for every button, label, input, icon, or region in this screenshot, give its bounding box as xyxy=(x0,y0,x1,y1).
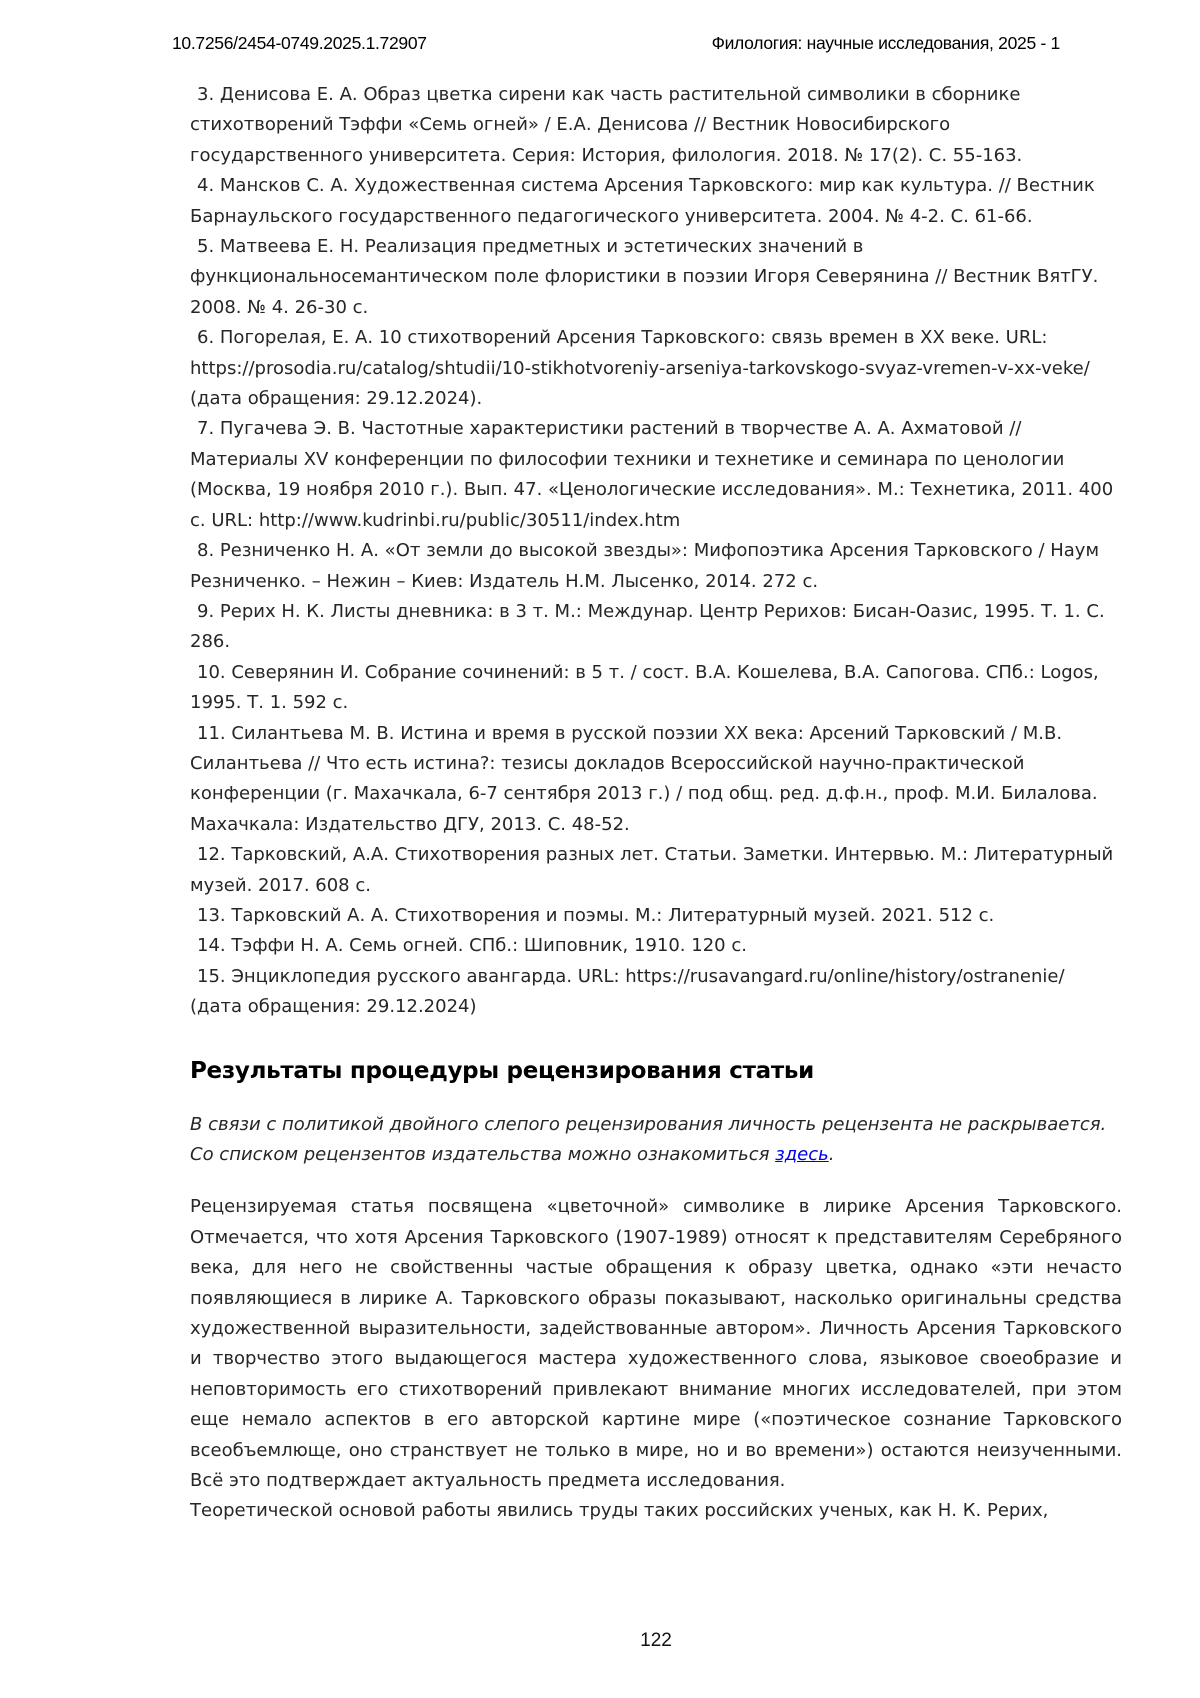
review-notice-reviewers-period: . xyxy=(828,1144,835,1165)
reviewers-list-link[interactable]: здесь xyxy=(775,1144,829,1165)
reference-item: 4. Мансков С. А. Художественная система Арсения Тарковского: мир как культура. // Вестник Барнаульского государственного педагогического университета. 2004. № 4-2. С. 61-66. xyxy=(190,175,1095,227)
reference-item: 8. Резниченко Н. А. «От земли до высокой звезды»: Мифопоэтика Арсения Тарковского / Наум Резниченко. – Нежин – Киев: Издатель Н.М. Лысенко, 2014. 272 с. xyxy=(190,540,1100,592)
reference-item: 14. Тэффи Н. А. Семь огней. СПб.: Шиповник, 1910. 120 с. xyxy=(197,935,747,957)
review-notice xyxy=(190,1110,1122,1171)
reference-item: 5. Матвеева Е. Н. Реализация предметных и эстетических значений в функциональносемантическом поле флористики в поэзии Игоря Северянина // Вестник ВятГУ. 2008. № 4. 26-30 с. xyxy=(190,236,1099,318)
reference-item: 9. Рерих Н. К. Листы дневника: в 3 т. М.: Междунар. Центр Рерихов: Бисан-Оазис, 1995. Т. 1. С. 286. xyxy=(190,600,1105,653)
reference-item: 6. Погорелая, Е. А. 10 стихотворений Арсения Тарковского: связь времен в XX веке. URL: https://prosodia.ru/catalog/shtudii/10-stikhotvoreniy-arseniya-tarkovskogo-svyaz-vremen-v-xx-veke/ (дата обращения: 29.12.2024). xyxy=(190,327,1090,410)
review-notice-reviewers-text: Со списком рецензентов издательства можно ознакомиться xyxy=(190,1144,776,1165)
page-content xyxy=(190,80,1122,1527)
review-notice-reviewers xyxy=(190,1140,1122,1170)
reference-item: 12. Тарковский, А.А. Стихотворения разных лет. Статьи. Заметки. Интервью. М.: Литературный музей. 2017. 608 с. xyxy=(190,844,1114,896)
reference-item: 10. Северянин И. Собрание сочинений: в 5 т. / сост. В.А. Кошелева, В.А. Сапогова. СПб.: Logos, 1995. Т. 1. 592 с. xyxy=(190,661,1099,714)
reference-item: 7. Пугачева Э. В. Частотные характеристики растений в творчестве А. А. Ахматовой // Материалы XV конференции по философии техники и технетике и семинара по ценологии (Москва, 19 ноября 2010 г.). Вып. 47. «Ценологические исследования». М.: Технетика, 2011. 400 с. URL: http://www.kudrinbi.ru/public/30511/index.htm xyxy=(190,418,1114,531)
reference-item: 11. Силантьева М. В. Истина и время в русской поэзии XX века: Арсений Тарковский / М.В. Силантьева // Что есть истина?: тезисы докладов Всероссийской научно-практической конференции (г. Махачкала, 6-7 сентября 2013 г.) / под общ. ред. д.ф.н., проф. М.И. Билалова. Махачкала: Издательство ДГУ, 2013. С. 48-52. xyxy=(190,722,1098,835)
page-number: 122 xyxy=(640,1630,672,1651)
reference-item: 3. Денисова Е. А. Образ цветка сирени как часть растительной символики в сборнике стихотворений Тэффи «Семь огней» / Е.А. Денисова // Вестник Новосибирского государственного университета. Серия: История, филология. 2018. № 17(2). С. 55-163. xyxy=(190,84,1023,166)
reference-item: 13. Тарковский А. А. Стихотворения и поэмы. М.: Литературный музей. 2021. 512 с. xyxy=(197,904,995,926)
review-notice-anonymity: В связи с политикой двойного слепого рецензирования личность рецензента не раскрывается. xyxy=(190,1113,1107,1135)
reference-item: 15. Энциклопедия русского авангарда. URL: https://rusavangard.ru/online/history/ostranenie/ (дата обращения: 29.12.2024) xyxy=(190,965,1065,1018)
page-header xyxy=(172,33,1060,54)
review-section-heading: Результаты процедуры рецензирования статьи xyxy=(190,1057,814,1084)
review-paragraph: Теоретической основой работы явились труды таких российских ученых, как Н. К. Рерих, xyxy=(190,1500,1049,1522)
doi-text: 10.7256/2454-0749.2025.1.72907 xyxy=(172,33,427,53)
journal-title: Филология: научные исследования, 2025 - 1 xyxy=(711,33,1060,53)
review-body xyxy=(190,1192,1122,1526)
review-paragraph: Рецензируемая статья посвящена «цветочной» символике в лирике Арсения Тарковского. Отмечается, что хотя Арсения Тарковского (1907-1989) относят к представителям Серебряного века, для него не свойственны частые обращения к образу цветка, однако «эти нечасто появляющиеся в лирике А. Тарковского образы показывают, насколько оригинальны средства художественной выразительности, задействованные автором». Личность Арсения Тарковского и творчество этого выдающегося мастера художественного слова, языковое своеобразие и неповторимость его стихотворений привлекают внимание многих исследователей, при этом еще немало аспектов в его авторской картине мире («поэтическое сознание Тарковского всеобъемлюще, оно странствует не только в мире, но и во времени») остаются неизученными. Всё это подтверждает актуальность предмета исследования. xyxy=(190,1196,1122,1492)
references-list xyxy=(190,80,1122,1023)
